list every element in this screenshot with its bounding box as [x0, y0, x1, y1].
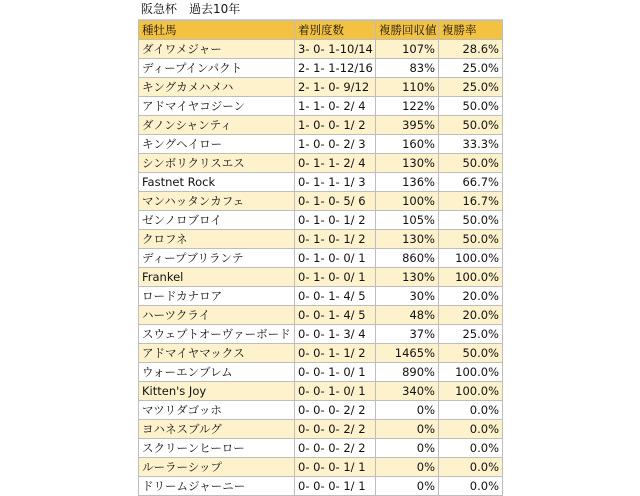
- table-row: [139, 249, 503, 268]
- place-return-cell: 110%: [376, 78, 439, 97]
- place-rate-cell: 100.0%: [439, 268, 503, 287]
- place-return-cell: 0%: [376, 420, 439, 439]
- sire-cell: キングヘイロー: [139, 135, 295, 154]
- table-row: [139, 268, 503, 287]
- place-return-cell: 105%: [376, 211, 439, 230]
- place-rate-cell: 0.0%: [439, 401, 503, 420]
- place-return-cell: 136%: [376, 173, 439, 192]
- sire-cell: ロードカナロア: [139, 287, 295, 306]
- spreadsheet: [138, 0, 503, 496]
- finish-record-cell: 1- 0- 0- 2/ 3: [295, 135, 376, 154]
- place-rate-cell: 20.0%: [439, 306, 503, 325]
- finish-record-cell: 0- 1- 0- 0/ 1: [295, 268, 376, 287]
- place-return-cell: 37%: [376, 325, 439, 344]
- finish-record-cell: 0- 0- 1- 0/ 1: [295, 363, 376, 382]
- sire-stats-table: [138, 20, 503, 496]
- place-return-cell: 890%: [376, 363, 439, 382]
- table-row: [139, 382, 503, 401]
- finish-record-cell: 0- 1- 0- 0/ 1: [295, 249, 376, 268]
- sire-cell: ドリームジャーニー: [139, 477, 295, 496]
- table-row: [139, 78, 503, 97]
- place-rate-cell: 0.0%: [439, 439, 503, 458]
- place-return-cell: 100%: [376, 192, 439, 211]
- place-rate-cell: 50.0%: [439, 230, 503, 249]
- sire-cell: ウォーエンブレム: [139, 363, 295, 382]
- finish-record-cell: 0- 0- 0- 1/ 1: [295, 477, 376, 496]
- table-row: [139, 401, 503, 420]
- sire-cell: Frankel: [139, 268, 295, 287]
- header-row: [139, 21, 503, 40]
- place-return-cell: 48%: [376, 306, 439, 325]
- place-rate-cell: 0.0%: [439, 477, 503, 496]
- place-rate-cell: 100.0%: [439, 363, 503, 382]
- place-rate-cell: 20.0%: [439, 287, 503, 306]
- place-rate-cell: 50.0%: [439, 344, 503, 363]
- finish-record-cell: 0- 0- 0- 2/ 2: [295, 420, 376, 439]
- sire-cell: ルーラーシップ: [139, 458, 295, 477]
- sire-cell: スクリーンヒーロー: [139, 439, 295, 458]
- sire-cell: マツリダゴッホ: [139, 401, 295, 420]
- place-rate-cell: 16.7%: [439, 192, 503, 211]
- table-row: [139, 477, 503, 496]
- table-row: [139, 59, 503, 78]
- sire-cell: ゼンノロブロイ: [139, 211, 295, 230]
- table-row: [139, 439, 503, 458]
- place-return-cell: 340%: [376, 382, 439, 401]
- place-return-cell: 83%: [376, 59, 439, 78]
- table-row: [139, 363, 503, 382]
- table-row: [139, 211, 503, 230]
- header-place-return: 複勝回収値: [376, 21, 439, 40]
- place-rate-cell: 25.0%: [439, 325, 503, 344]
- place-rate-cell: 100.0%: [439, 382, 503, 401]
- sire-cell: ダイワメジャー: [139, 40, 295, 59]
- place-rate-cell: 28.6%: [439, 40, 503, 59]
- place-rate-cell: 25.0%: [439, 59, 503, 78]
- sire-cell: ディープインパクト: [139, 59, 295, 78]
- finish-record-cell: 0- 1- 1- 1/ 3: [295, 173, 376, 192]
- table-row: [139, 344, 503, 363]
- finish-record-cell: 0- 0- 1- 3/ 4: [295, 325, 376, 344]
- place-return-cell: 0%: [376, 439, 439, 458]
- table-row: [139, 135, 503, 154]
- place-return-cell: 860%: [376, 249, 439, 268]
- table-row: [139, 230, 503, 249]
- sire-cell: クロフネ: [139, 230, 295, 249]
- table-row: [139, 306, 503, 325]
- sire-cell: アドマイヤコジーン: [139, 97, 295, 116]
- finish-record-cell: 2- 1- 0- 9/12: [295, 78, 376, 97]
- finish-record-cell: 0- 0- 0- 2/ 2: [295, 439, 376, 458]
- sire-cell: キングカメハメハ: [139, 78, 295, 97]
- place-rate-cell: 0.0%: [439, 420, 503, 439]
- table-row: [139, 154, 503, 173]
- table-row: [139, 458, 503, 477]
- place-return-cell: 30%: [376, 287, 439, 306]
- sire-cell: スウェプトオーヴァーボード: [139, 325, 295, 344]
- place-rate-cell: 50.0%: [439, 116, 503, 135]
- place-rate-cell: 0.0%: [439, 458, 503, 477]
- table-row: [139, 192, 503, 211]
- table-row: [139, 40, 503, 59]
- sire-cell: シンボリクリスエス: [139, 154, 295, 173]
- table-row: [139, 173, 503, 192]
- table-row: [139, 287, 503, 306]
- header-place-rate: 複勝率: [439, 21, 503, 40]
- place-rate-cell: 50.0%: [439, 154, 503, 173]
- header-finish-record: 着別度数: [295, 21, 376, 40]
- place-return-cell: 0%: [376, 477, 439, 496]
- table-row: [139, 325, 503, 344]
- sire-cell: ダノンシャンティ: [139, 116, 295, 135]
- place-rate-cell: 100.0%: [439, 249, 503, 268]
- place-return-cell: 0%: [376, 458, 439, 477]
- finish-record-cell: 0- 1- 0- 1/ 2: [295, 211, 376, 230]
- table-row: [139, 116, 503, 135]
- place-rate-cell: 66.7%: [439, 173, 503, 192]
- place-return-cell: 122%: [376, 97, 439, 116]
- sire-cell: ディープブリランテ: [139, 249, 295, 268]
- finish-record-cell: 1- 0- 0- 1/ 2: [295, 116, 376, 135]
- finish-record-cell: 0- 1- 0- 5/ 6: [295, 192, 376, 211]
- place-return-cell: 130%: [376, 230, 439, 249]
- finish-record-cell: 0- 0- 1- 0/ 1: [295, 382, 376, 401]
- sheet-title: 阪急杯 過去10年: [138, 0, 503, 20]
- finish-record-cell: 2- 1- 1-12/16: [295, 59, 376, 78]
- place-rate-cell: 50.0%: [439, 211, 503, 230]
- sire-cell: アドマイヤマックス: [139, 344, 295, 363]
- place-return-cell: 395%: [376, 116, 439, 135]
- sire-cell: Kitten's Joy: [139, 382, 295, 401]
- finish-record-cell: 0- 0- 1- 4/ 5: [295, 306, 376, 325]
- header-sire: 種牡馬: [139, 21, 295, 40]
- finish-record-cell: 3- 0- 1-10/14: [295, 40, 376, 59]
- place-return-cell: 1465%: [376, 344, 439, 363]
- sire-cell: マンハッタンカフェ: [139, 192, 295, 211]
- finish-record-cell: 1- 1- 0- 2/ 4: [295, 97, 376, 116]
- place-rate-cell: 50.0%: [439, 97, 503, 116]
- place-return-cell: 0%: [376, 401, 439, 420]
- finish-record-cell: 0- 1- 1- 2/ 4: [295, 154, 376, 173]
- place-rate-cell: 25.0%: [439, 78, 503, 97]
- finish-record-cell: 0- 0- 0- 1/ 1: [295, 458, 376, 477]
- place-return-cell: 130%: [376, 268, 439, 287]
- finish-record-cell: 0- 0- 0- 2/ 2: [295, 401, 376, 420]
- finish-record-cell: 0- 0- 1- 4/ 5: [295, 287, 376, 306]
- place-rate-cell: 33.3%: [439, 135, 503, 154]
- table-row: [139, 420, 503, 439]
- sire-cell: ヨハネスブルグ: [139, 420, 295, 439]
- sire-cell: Fastnet Rock: [139, 173, 295, 192]
- finish-record-cell: 0- 1- 0- 1/ 2: [295, 230, 376, 249]
- sire-cell: ハーツクライ: [139, 306, 295, 325]
- finish-record-cell: 0- 0- 1- 1/ 2: [295, 344, 376, 363]
- place-return-cell: 130%: [376, 154, 439, 173]
- place-return-cell: 160%: [376, 135, 439, 154]
- place-return-cell: 107%: [376, 40, 439, 59]
- table-row: [139, 97, 503, 116]
